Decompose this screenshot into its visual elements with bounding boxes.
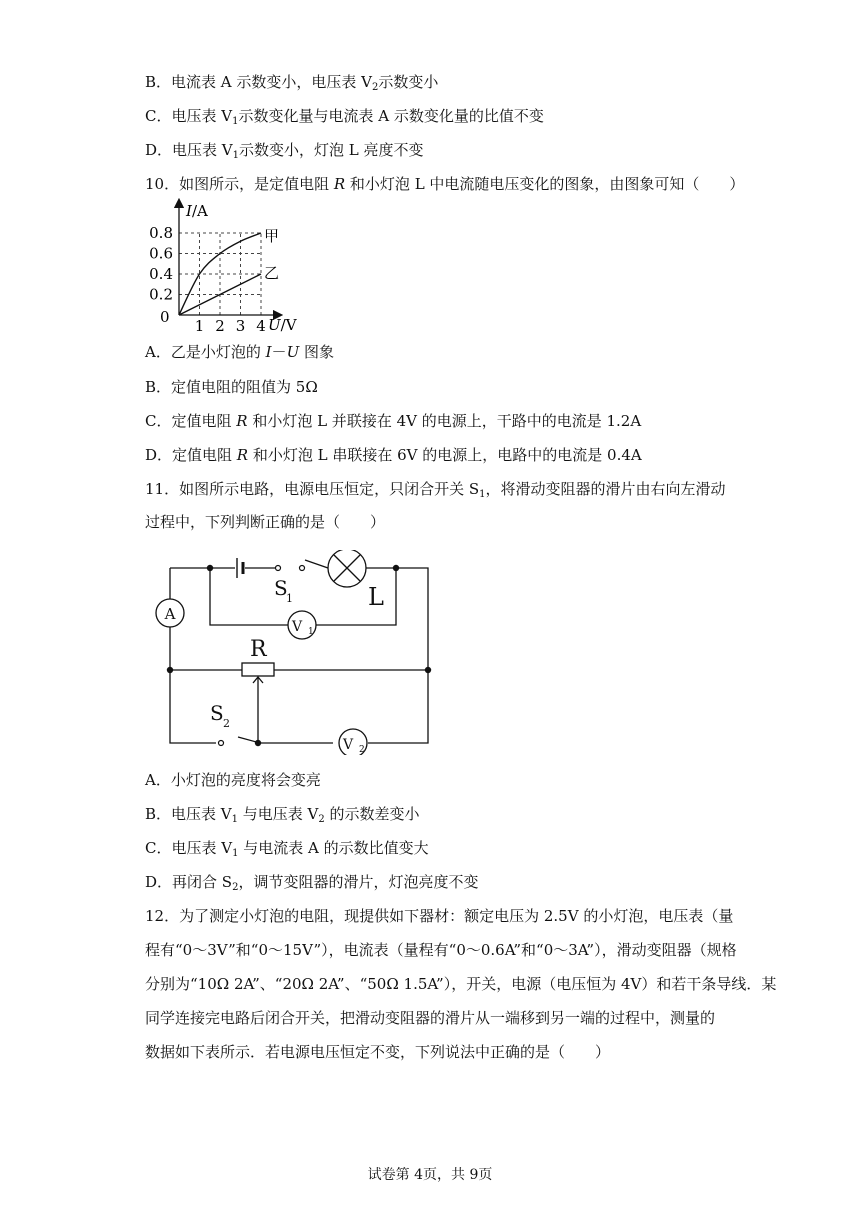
- q11-option-a: A．小灯泡的亮度将会变亮: [145, 771, 321, 789]
- q10-option-a: A．乙是小灯泡的 I－U 图象: [145, 343, 334, 361]
- q10-stem: 10．如图所示，是定值电阻 R 和小灯泡 L 中电流随电压变化的图象，由图象可知（ ）: [145, 175, 745, 193]
- q12-line2: 程有“0～3V”和“0～15V”），电流表（量程有“0～0.6A”和“0～3A”），滑动变阻器（规格: [145, 941, 737, 959]
- x-tick-label: 3: [235, 317, 246, 335]
- resistor-label: R: [250, 637, 267, 662]
- svg-text:2: 2: [359, 745, 365, 755]
- junction-dots: [167, 565, 431, 746]
- q11-option-d: D．再闭合 $S_2$，调节变阻器的滑片，灯泡亮度不变: [145, 873, 479, 893]
- s2-label: S: [210, 701, 224, 725]
- y-tick-label: 0.6: [149, 244, 173, 263]
- grid-lines: [179, 233, 261, 315]
- wire-s1-blade: [305, 560, 328, 568]
- x-axis-label: U/V: [268, 316, 297, 334]
- svg-text:V: V: [291, 619, 303, 635]
- voltmeter-v1: [288, 611, 316, 639]
- q11-option-b: B．电压表 $V_1$ 与电压表 $V_2$ 的示数差变小: [145, 805, 420, 825]
- s1-contact-left: [276, 566, 281, 571]
- q12-line3: 分别为“10Ω 2A”、“20Ω 2A”、“50Ω 1.5A”），开关，电源（电压恒为 4V）和若干条导线．某: [145, 975, 777, 993]
- series-yi-label: 乙: [264, 264, 280, 282]
- q9-option-c: C．电压表 $V_1$示数变化量与电流表 A 示数变化量的比值不变: [145, 107, 544, 127]
- q11-option-c: C．电压表 $V_1$ 与电流表 A 的示数比值变大: [145, 839, 429, 859]
- iu-graph: [140, 198, 310, 338]
- s1-contact-right: [300, 566, 305, 571]
- q12-line4: 同学连接完电路后闭合开关，把滑动变阻器的滑片从一端移到另一端的过程中，测量的: [145, 1009, 716, 1027]
- y-axis-label: I/A: [186, 202, 208, 220]
- s2-contact-left: [219, 741, 224, 746]
- series-jia-label: 甲: [264, 227, 280, 245]
- x-tick-label: 2: [215, 317, 225, 335]
- q9-option-b: B．电流表 A 示数变小，电压表 $V_2$示数变小: [145, 73, 439, 93]
- y-tick-label: 0.8: [149, 224, 173, 242]
- q9-option-d: D．电压表 $V_1$示数变小，灯泡 L 亮度不变: [145, 141, 424, 161]
- svg-text:1: 1: [308, 627, 314, 637]
- q10-option-d: D．定值电阻 R 和小灯泡 L 串联接在 6V 的电源上，电路中的电流是 0.4A: [145, 446, 642, 464]
- y-ticks: [149, 224, 173, 304]
- y-tick-label: 0.2: [149, 285, 173, 304]
- q11-stem-line2: 过程中，下列判断正确的是（ ）: [145, 513, 386, 531]
- s1-label: S: [274, 576, 288, 600]
- ammeter: [156, 599, 184, 627]
- svg-text:V: V: [342, 737, 354, 753]
- q11-stem-line1: 11．如图所示电路，电源电压恒定，只闭合开关 $S_1$，将滑动变阻器的滑片由右向左滑动: [145, 480, 726, 500]
- wire-left-bottom: [170, 626, 216, 743]
- q12-line1: 12．为了测定小灯泡的电阻，现提供如下器材：额定电压为 2.5V 的小灯泡，电压表（量: [145, 907, 734, 925]
- lamp: [328, 550, 366, 587]
- battery: [237, 558, 243, 578]
- origin-label: 0: [160, 308, 170, 326]
- q12-line5: 数据如下表所示．若电源电压恒定不变，下列说法中正确的是（ ）: [145, 1043, 611, 1061]
- lamp-label: L: [368, 583, 384, 611]
- svg-text:A: A: [164, 605, 176, 623]
- s1-label-sub: 1: [286, 592, 293, 605]
- s2-label-sub: 2: [223, 717, 230, 730]
- q10-option-c: C．定值电阻 R 和小灯泡 L 并联接在 4V 的电源上，干路中的电流是 1.2A: [145, 412, 642, 430]
- y-tick-label: 0.4: [149, 265, 173, 283]
- circuit-diagram: [150, 550, 450, 755]
- x-ticks: [195, 317, 266, 335]
- page-footer: 试卷第 4页，共 9页: [367, 1167, 493, 1183]
- voltmeter-v2: [339, 729, 367, 755]
- q10-option-b: B．定值电阻的阻值为 5Ω: [145, 378, 318, 396]
- x-tick-label: 4: [256, 317, 266, 335]
- resistor: [242, 663, 274, 676]
- x-tick-label: 1: [194, 317, 205, 335]
